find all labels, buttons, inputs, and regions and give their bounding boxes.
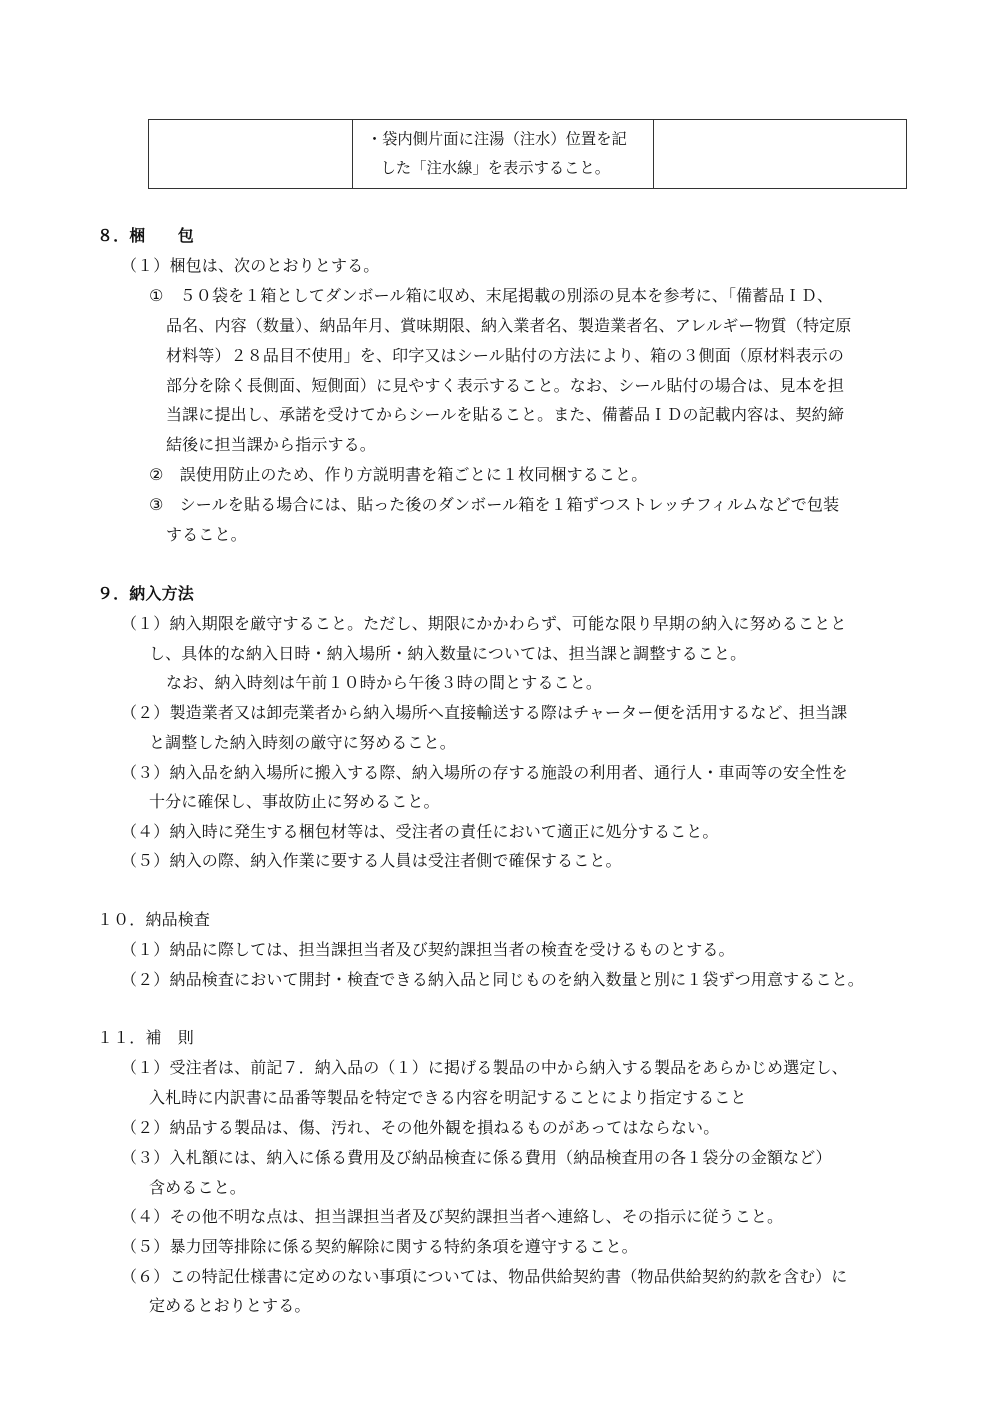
section-10-item-2: （２）納品検査において開封・検査できる納入品と同じものを納入数量と別に１袋ずつ用意すること。 bbox=[121, 970, 864, 989]
section-9-item-1-line: （１）納入期限を厳守すること。ただし、期限にかかわらず、可能な限り早期の納入に努めることと bbox=[121, 614, 847, 633]
section-8-sub-1-line: 品名、内容（数量）、納品年月、賞味期限、納入業者名、製造業者名、アレルギー物質（特定原 bbox=[166, 316, 852, 335]
section-11-item-4: （４）その他不明な点は、担当課担当者及び契約課担当者へ連絡し、その指示に従うこと。 bbox=[121, 1207, 784, 1226]
section-9-item-1-line: し、具体的な納入日時・納入場所・納入数量については、担当課と調整すること。 bbox=[149, 644, 747, 663]
table-row bbox=[149, 120, 907, 189]
table-cell-line: した「注水線」を表示すること。 bbox=[380, 159, 611, 177]
section-11-item-6-line: （６）この特記仕様書に定めのない事項については、物品供給契約書（物品供給契約約款を含む）に bbox=[121, 1267, 848, 1286]
section-11-heading: １１．補 則 bbox=[97, 1028, 194, 1047]
section-10-item-1: （１）納品に際しては、担当課担当者及び契約課担当者の検査を受けるものとする。 bbox=[121, 940, 735, 959]
section-9-item-3-line: （３）納入品を納入場所に搬入する際、納入場所の存する施設の利用者、通行人・車両等の安全性を bbox=[121, 763, 848, 782]
section-11-item-6-line: 定めるとおりとする。 bbox=[149, 1296, 311, 1315]
section-11-item-1-line: 入札時に内訳書に品番等製品を特定できる内容を明記することにより指定すること bbox=[149, 1088, 747, 1107]
table-cell-empty-left bbox=[149, 120, 353, 189]
section-8-heading: ８．梱 包 bbox=[97, 226, 194, 245]
section-9-item-4: （４）納入時に発生する梱包材等は、受注者の責任において適正に処分すること。 bbox=[121, 822, 719, 841]
section-11-item-2: （２）納品する製品は、傷、汚れ、その他外観を損ねるものがあってはならない。 bbox=[121, 1118, 720, 1137]
spec-table bbox=[148, 119, 907, 189]
section-9-item-1-line: なお、納入時刻は午前１０時から午後３時の間とすること。 bbox=[166, 673, 603, 692]
section-11-item-5: （５）暴力団等排除に係る契約解除に関する特約条項を遵守すること。 bbox=[121, 1237, 638, 1256]
section-8-sub-3-line: ③ シールを貼る場合には、貼った後のダンボール箱を１箱ずつストレッチフィルムなどで包装 bbox=[149, 495, 840, 514]
section-8-item-1: （１）梱包は、次のとおりとする。 bbox=[121, 256, 380, 275]
section-9-item-5: （５）納入の際、納入作業に要する人員は受注者側で確保すること。 bbox=[121, 851, 622, 870]
section-11-item-1-line: （１）受注者は、前記７．納入品の（１）に掲げる製品の中から納入する製品をあらかじめ選定し、 bbox=[121, 1058, 848, 1077]
section-11-item-3-line: （３）入札額には、納入に係る費用及び納品検査に係る費用（納品検査用の各１袋分の金額など） bbox=[121, 1148, 832, 1167]
section-9-heading: ９．納入方法 bbox=[97, 584, 194, 603]
section-9-item-2-line: （２）製造業者又は卸売業者から納入場所へ直接輸送する際はチャーター便を活用するなど、担当課 bbox=[121, 703, 848, 722]
section-8-sub-1-line: ① ５０袋を１箱としてダンボール箱に収め、末尾掲載の別添の見本を参考に、「備蓄品ＩＤ、 bbox=[149, 286, 833, 305]
section-8-sub-1-line: 部分を除く長側面、短側面）に見やすく表示すること。なお、シール貼付の場合は、見本を担 bbox=[166, 376, 844, 395]
section-9-item-3-line: 十分に確保し、事故防止に努めること。 bbox=[149, 792, 440, 811]
table-cell-line: ・袋内側片面に注湯（注水）位置を記 bbox=[366, 130, 627, 148]
section-8-sub-3-line: すること。 bbox=[166, 525, 247, 544]
table-cell-content bbox=[353, 120, 654, 189]
section-8-sub-2: ② 誤使用防止のため、作り方説明書を箱ごとに１枚同梱すること。 bbox=[149, 465, 648, 484]
section-8-sub-1-line: 材料等）２８品目不使用」を、印字又はシール貼付の方法により、箱の３側面（原材料表示の bbox=[166, 346, 844, 365]
section-9-item-2-line: と調整した納入時刻の厳守に努めること。 bbox=[149, 733, 456, 752]
section-11-item-3-line: 含めること。 bbox=[149, 1178, 246, 1197]
section-8-sub-1-line: 当課に提出し、承諾を受けてからシールを貼ること。また、備蓄品ＩＤの記載内容は、契約締 bbox=[166, 405, 844, 424]
section-10-heading: １０．納品検査 bbox=[97, 910, 211, 929]
section-8-sub-1-line: 結後に担当課から指示する。 bbox=[166, 435, 376, 454]
table-cell-empty-right bbox=[654, 120, 907, 189]
